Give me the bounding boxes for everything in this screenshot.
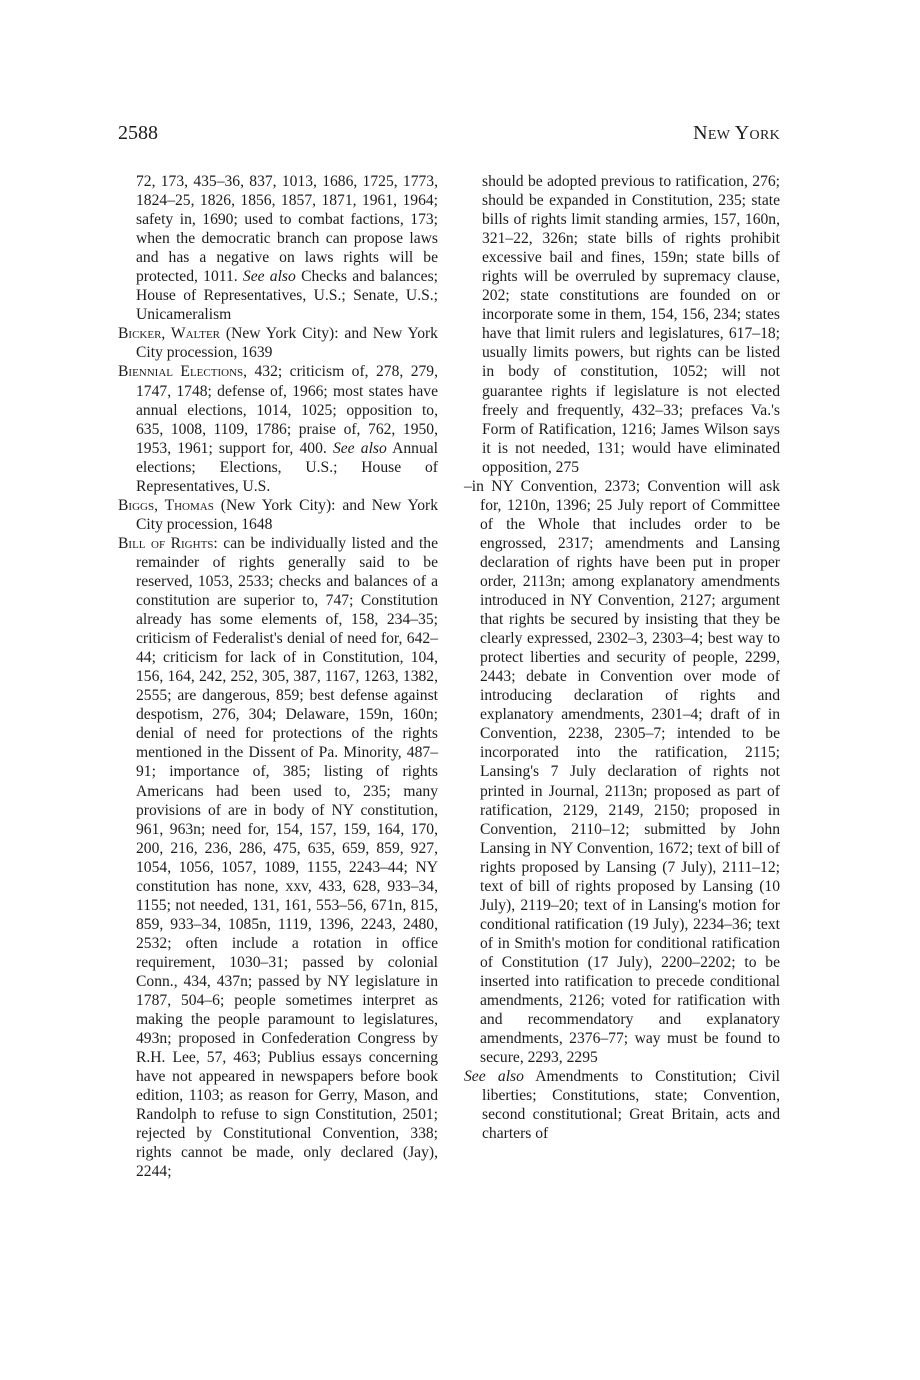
entry-text: (New York City): and New York City procession, 1639: [136, 325, 438, 362]
see-also-text: Checks and balances; House of Representatives, U.S.; Senate, U.S.; Unicameralism: [136, 268, 438, 324]
index-subentry-ny-convention: [464, 477, 780, 1067]
left-column: [118, 172, 438, 1181]
index-entry-bill-of-rights-continued: [464, 172, 780, 477]
entry-text: 72, 173, 435–36, 837, 1013, 1686, 1725, 1773, 1824–25, 1826, 1856, 1857, 1871, 1961, 1964; safety in, 1690; used to combat factions, 173; when the democratic branch can propose laws and has a negative on laws rights will be protected, 1011.: [136, 173, 438, 286]
entry-headword: Biggs, Thomas: [118, 496, 214, 514]
index-entry-continuation: [118, 172, 438, 324]
entry-text: , 432; criticism of, 278, 279, 1747, 1748; defense of, 1966; most states have annual elections, 1014, 1025; opposition to, 635, 1008, 1109, 1786; praise of, 762, 1950, 1953, 1961; support for, 400.: [136, 363, 438, 457]
index-entry-bill-of-rights: [118, 534, 438, 1182]
right-column: [464, 172, 780, 1143]
entry-text: (New York City): and New York City procession, 1648: [136, 496, 439, 533]
index-entry-bicker: [118, 324, 438, 362]
see-also-text: Annual elections; Elections, U.S.; House of Representatives, U.S.: [136, 439, 438, 495]
page-number: 2588: [118, 122, 158, 144]
index-entry-biennial-elections: [118, 362, 438, 495]
running-head: New York: [693, 122, 780, 144]
see-also-label: See also: [332, 439, 387, 457]
entry-headword: Bicker, Walter: [118, 325, 221, 343]
see-also-text: Amendments to Constitution; Civil liberties; Constitutions, state; Convention, second constitutional; Great Britain, acts and charters of: [482, 1068, 780, 1143]
entry-text: –in NY Convention, 2373; Convention will ask for, 1210n, 1396; 25 July report of Committee of the Whole that includes order to be engrossed, 2317; amendments and Lansing declaration of rights have been put in proper order, 2113n; among explanatory amendments introduced in NY Convention, 2127; argument that rights be secured by insisting that they be clearly expressed, 2302–3, 2303–4; best way to protect liberties and security of people, 2299, 2443; debate in Convention over mode of introducing declaration of rights and explanatory amendments, 2301–4; draft of in Convention, 2238, 2305–7; intended to be incorporated into the ratification, 2115; Lansing's 7 July declaration of rights not printed in Journal, 2113n; proposed as part of ratification, 2129, 2149, 2150; proposed in Convention, 2110–12; submitted by John Lansing in NY Convention, 1672; text of bill of rights proposed by Lansing (7 July), 2111–12; text of bill of rights proposed by Lansing (10 July), 2119–20; text of in Lansing's motion for conditional ratification (19 July), 2234–36; text of in Smith's motion for conditional ratification of Constitution (17 July), 2200–2202; to be inserted into ratification to precede conditional amendments, 2126; voted for ratification with and recommendatory and explanatory amendments, 2376–77; way must be found to secure, 2293, 2295: [464, 477, 780, 1067]
entry-headword: Biennial Elections: [118, 363, 244, 381]
page-header: [118, 122, 780, 150]
entry-headword: Bill of Rights: [118, 534, 214, 552]
see-also-label: See also: [464, 1068, 524, 1086]
index-entry-biggs: [118, 496, 438, 534]
index-entry-see-also: [464, 1067, 780, 1143]
entry-text: : can be individually listed and the remainder of rights generally said to be reserved, 1053, 2533; checks and balances of a constitution are superior to, 747; Constitution already has some elements of, 158, 234–35; criticism of Federalist's denial of need for, 642–44; criticism for lack of in Constitution, 104, 156, 164, 242, 252, 305, 387, 1167, 1263, 1382, 2555; are dangerous, 859; best defense against despotism, 276, 304; Delaware, 159n, 160n; denial of need for protections of the rights mentioned in the Dissent of Pa. Minority, 487–91; importance of, 385; listing of rights Americans had been used to, 235; many provisions of are in body of NY constitution, 961, 963n; need for, 154, 157, 159, 164, 170, 200, 216, 236, 286, 475, 635, 659, 859, 927, 1054, 1056, 1057, 1089, 1155, 2243–44; NY constitution has none, xxv, 433, 628, 933–34, 1155; not needed, 131, 161, 553–56, 671n, 815, 859, 933–34, 1085n, 1119, 1396, 2243, 2480, 2532; often include a rotation in office requirement, 1030–31; passed by colonial Conn., 434, 437n; passed by NY legislature in 1787, 504–6; people sometimes interpret as making the people paramount to legislatures, 493n; proposed in Confederation Congress by R.H. Lee, 57, 463; Publius essays concerning have not appeared in newspapers before book edition, 1103; as reason for Gerry, Mason, and Randolph to refuse to sign Constitution, 2501; rejected by Constitutional Convention, 338; rights cannot be made, only declared (Jay), 2244;: [136, 534, 439, 1181]
see-also-label: See also: [242, 268, 296, 286]
entry-text: should be adopted previous to ratification, 276; should be expanded in Constitution, 235; state bills of rights limit standing armies, 157, 160n, 321–22, 326n; state bills of rights prohibit excessive bail and fines, 159n; state bills of rights will be overruled by supremacy clause, 202; state constitutions are founded on or incorporate some in them, 154, 156, 234; states have that limit rulers and legislatures, 617–18; usually limits powers, but rights can be listed in body of constitution, 1052; will not guarantee rights if legislature is not elected freely and frequently, 432–33; prefaces Va.'s Form of Ratification, 1216; James Wilson says it is not needed, 131; would have eliminated opposition, 275: [482, 173, 780, 476]
